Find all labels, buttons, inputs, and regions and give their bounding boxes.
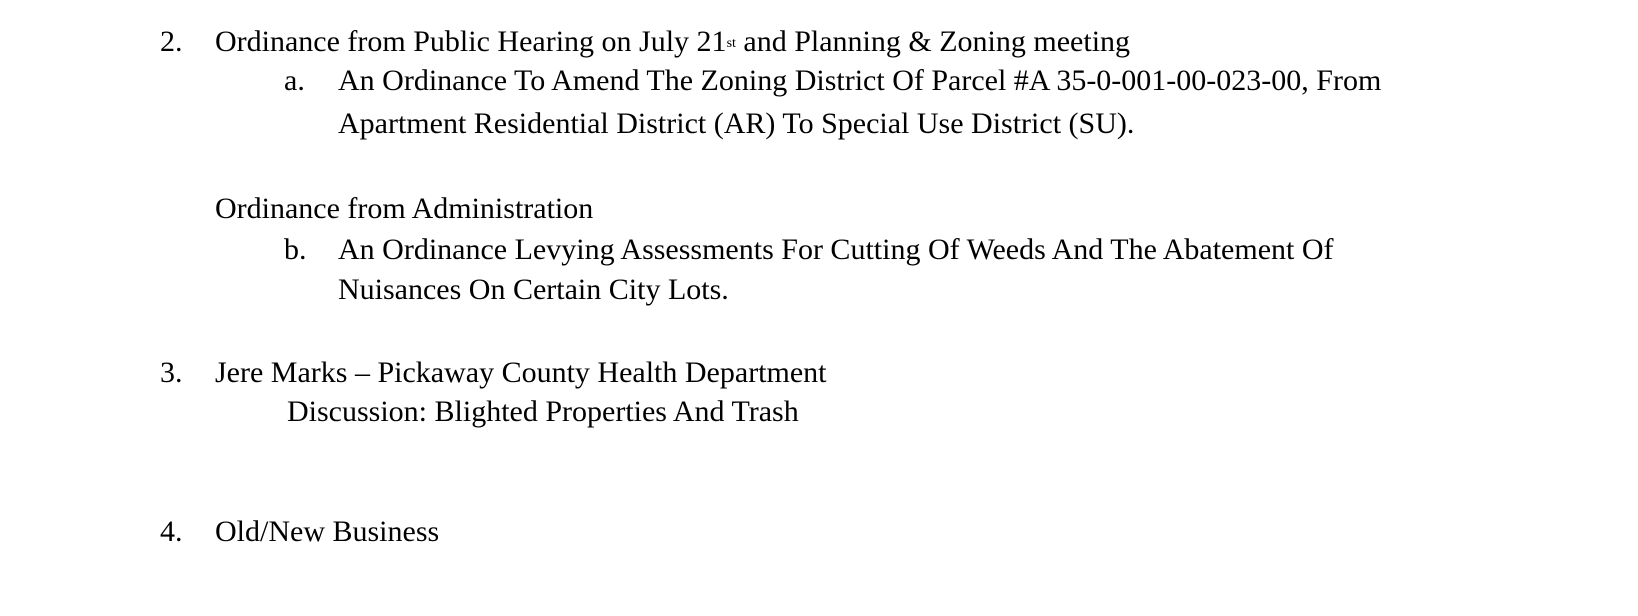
item-2-title-rest: and Planning & Zoning meeting (735, 25, 1131, 58)
sub-item-a-letter: a. (284, 64, 305, 97)
item-4-number: 4. (160, 515, 183, 548)
sub-item-a-line-2: Apartment Residential District (AR) To Special Use District (SU). (338, 107, 1135, 140)
item-2-title-text: Ordinance from Public Hearing on July 21 (215, 25, 727, 58)
item-4-title: Old/New Business (215, 515, 440, 548)
sub-item-b-letter: b. (284, 233, 307, 266)
item-2-number: 2. (160, 25, 183, 58)
item-2-title (215, 22, 1130, 62)
administration-heading: Ordinance from Administration (215, 192, 594, 225)
item-3-discussion: Discussion: Blighted Properties And Trash (287, 395, 799, 428)
item-3-number: 3. (160, 356, 183, 389)
sub-item-b-line-2: Nuisances On Certain City Lots. (338, 273, 729, 306)
sub-item-a-line-1: An Ordinance To Amend The Zoning District Of Parcel #A 35-0-001-00-023-00, From (338, 64, 1382, 97)
item-3-title: Jere Marks – Pickaway County Health Department (215, 356, 827, 389)
item-2-title-superscript: st (726, 36, 736, 51)
sub-item-b-line-1: An Ordinance Levying Assessments For Cutting Of Weeds And The Abatement Of (338, 233, 1334, 266)
